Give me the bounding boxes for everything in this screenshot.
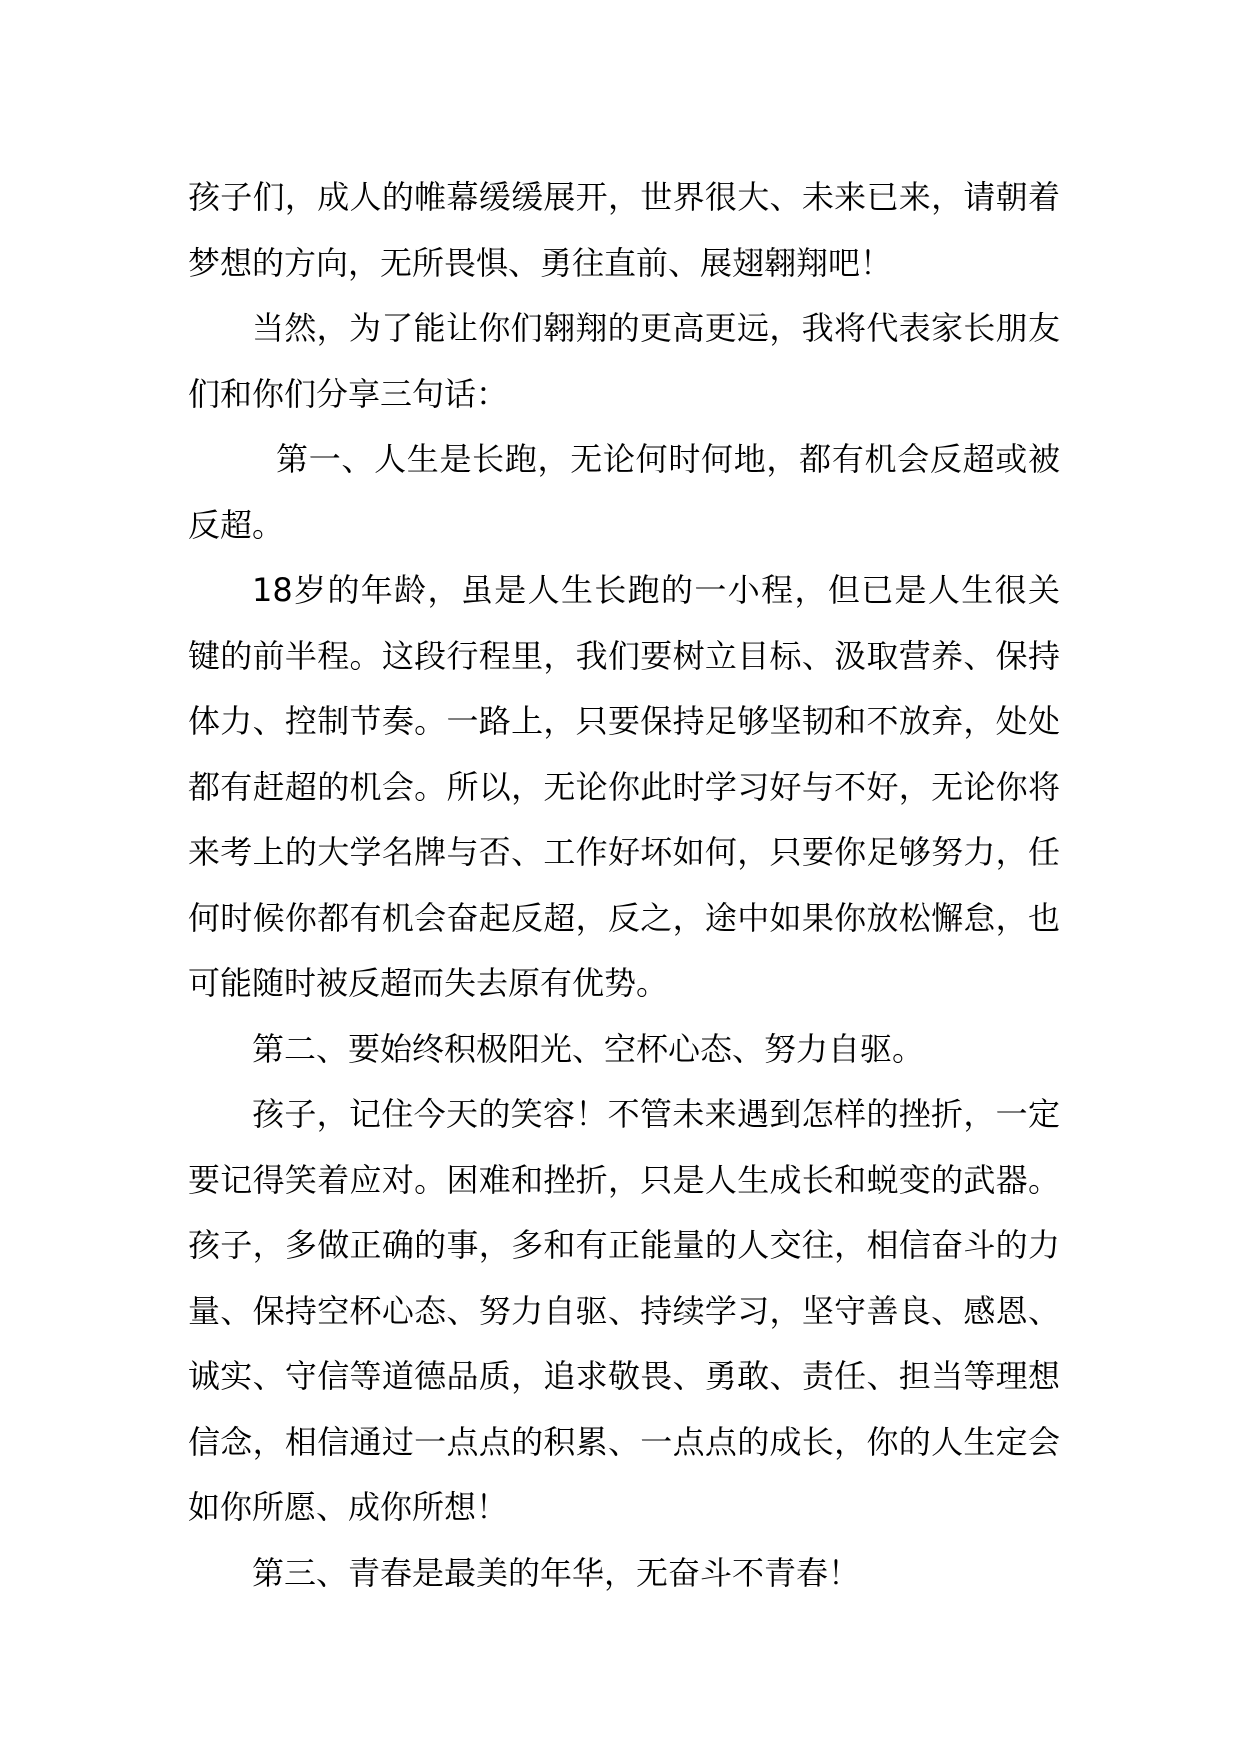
document-body xyxy=(188,165,1060,1606)
heading-point-three: 第三、青春是最美的年华，无奋斗不青春！ xyxy=(252,1553,861,1592)
paragraph-point-one-body: 18岁的年龄，虽是人生长跑的一小程，但已是人生很关键的前半程。这段行程里，我们要树立目标、汲取营养、保持体力、控制节奏。一路上，只要保持足够坚韧和不放弃，处处都有赶超的机会。所以，无论你此时学习好与不好，无论你将来考上的大学名牌与否、工作好坏如何，只要你足够努力，任何时候你都有机会奋起反超，反之，途中如果你放松懈怠，也可能随时被反超而失去原有优势。 xyxy=(188,571,1060,1002)
heading-point-two: 第二、要始终积极阳光、空杯心态、努力自驱。 xyxy=(252,1029,925,1068)
paragraph-intro: 孩子们，成人的帷幕缓缓展开，世界很大、未来已来，请朝着梦想的方向，无所畏惧、勇往直前、展翅翱翔吧！ xyxy=(188,178,1060,282)
heading-point-one: 第一、人生是长跑，无论何时何地，都有机会反超或被反超。 xyxy=(188,440,1060,544)
paragraph-three-sentences: 当然，为了能让你们翱翔的更高更远，我将代表家长朋友们和你们分享三句话： xyxy=(188,309,1060,413)
paragraph-point-two-body: 孩子，记住今天的笑容！不管未来遇到怎样的挫折，一定要记得笑着应对。困难和挫折，只是人生成长和蜕变的武器。孩子，多做正确的事，多和有正能量的人交往，相信奋斗的力量、保持空杯心态、努力自驱、持续学习，坚守善良、感恩、诚实、守信等道德品质，追求敬畏、勇敢、责任、担当等理想信念，相信通过一点点的积累、一点点的成长，你的人生定会如你所愿、成你所想！ xyxy=(188,1095,1060,1526)
